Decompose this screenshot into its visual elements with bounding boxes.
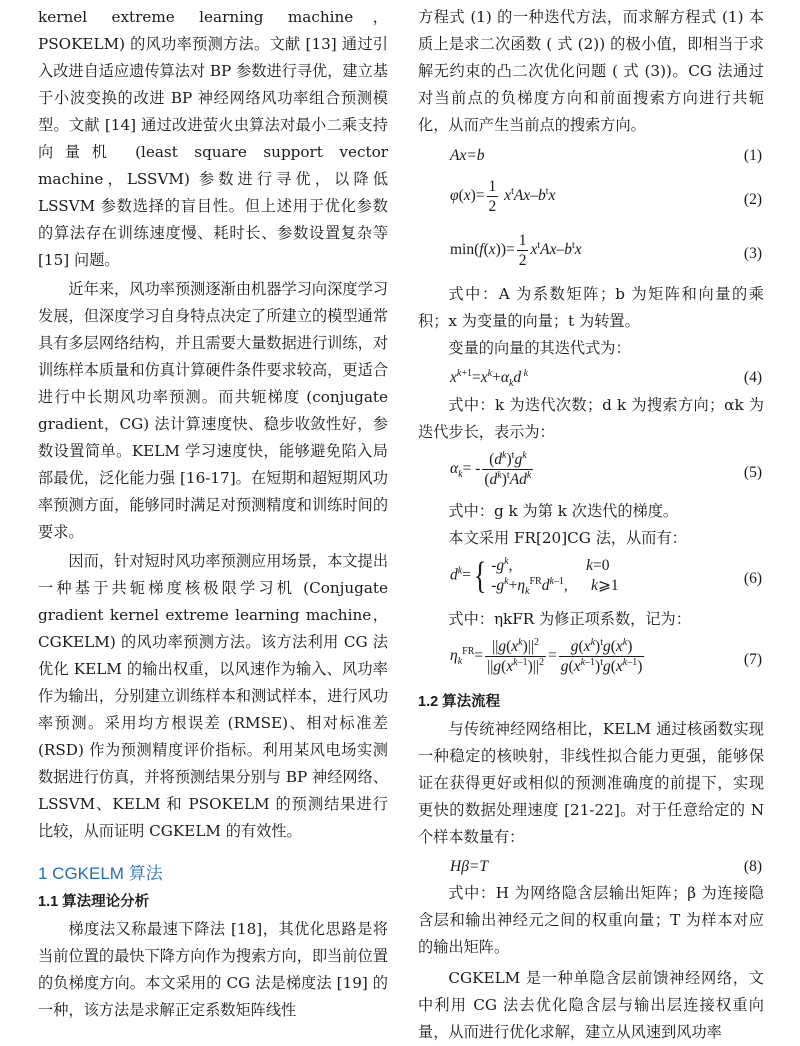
right-paragraph-8: 与传统神经网络相比，KELM 通过核函数实现一种稳定的核映射，非线性拟合能力更强，能够保证在获得更好或相似的预测准确度的前提下，实现更快的数据处理速度 [21-22]。对于任意给定的 N 个样本数量有：: [418, 720, 764, 846]
left-paragraph-1: kernel extreme learning machine，PSOKELM) 的风功率预测方法。文献 [13] 通过引入改进自适应遗传算法对 BP 参数进行寻优，建立基于小波变换的改进 BP 神经网络风功率组合预测模型。文献 [14] 通过改进萤火虫算法对最小二乘支持向量机 (least square support vector machine，LSSVM) 参数进行寻优，以降低 LSSVM 参数选择的盲目性。但上述用于优化参数的算法存在训练速度慢、耗时长、参数设置复杂等 [15] 问题。: [38, 8, 388, 269]
right-paragraph-10: CGKELM 是一种单隐含层前馈神经网络，文中利用 CG 法去优化隐含层与输出层连接权重向量，从而进行优化求解，建立从风速到风功率: [418, 969, 764, 1041]
equation-8-body: Hβ=T: [450, 858, 488, 875]
left-paragraph-4: 梯度法又称最速下降法 [18]，其优化思路是将当前位置的最快下降方向作为搜索方向，即当前位置的负梯度方向。本文采用的 CG 法是梯度法 [19] 的一种，该方法是求解正定系数矩阵线性: [38, 920, 388, 1019]
subsection-heading-theory: 1.1 算法理论分析: [38, 894, 150, 910]
right-paragraph-3: 变量的向量的其迭代式为：: [448, 339, 631, 357]
right-column: [418, 4, 764, 1046]
section-heading-cgkelm: 1 CGKELM 算法: [38, 864, 163, 883]
equation-5-number: (5): [743, 464, 762, 481]
left-paragraph-3: 因而，针对短时风功率预测应用场景，本文提出一种基于共轭梯度核极限学习机 (Conjugate gradient kernel extreme learning machine，CGKELM) 的风功率预测方法。该方法利用 CG 法优化 KELM 的输出权重，以风速作为输入、风功率作为输出，分别建立训练样本和测试样本，进行风功率预测。采用均方根误差 (RMSE)、相对标准差 (RSD) 作为预测精度评价指标。利用某风电场实测数据进行仿真，并将预测结果分别与 BP 神经网络、LSSVM、KELM 和 PSOKELM 的预测结果进行比较，从而证明 CGKELM 的有效性。: [38, 552, 388, 840]
equation-7: $\eta_k^{FR}=$ $\frac{||g(x^k)||^2}{||g(x^{k-1})||^2}$ = $\frac{g(x^k)^tg(x^k)}{g(x^{k-1})^tg(x^{k-1})}$ (7): [450, 636, 762, 675]
right-paragraph-4: 式中：k 为迭代次数；d k 为搜索方向；αk 为迭代步长，表示为：: [418, 396, 764, 441]
left-paragraph-2: 近年来，风功率预测逐渐由机器学习向深度学习发展，但深度学习自身特点决定了所建立的模型通常具有多层网络结构，并且需要大量数据进行训练，对训练样本质量和仿真计算硬件条件要求较高，更适合进行中长期风功率预测。而共轭梯度 (conjugate gradient，CG) 法计算速度快、稳步收敛性好，参数设置简单。KELM 学习速度快，能够避免陷入局部最优，泛化能力强 [16-17]。在短期和超短期风功率预测方面，能够同时满足对预测精度和训练时间的要求。: [38, 280, 388, 541]
equation-2-number: (2): [743, 191, 762, 208]
right-paragraph-5: 式中：g k 为第 k 次迭代的梯度。: [448, 502, 679, 520]
equation-3: min(f(x))= $\frac{1}{2}$ $x^tAx-b^tx$ (3): [450, 232, 762, 269]
left-column: [38, 4, 388, 1024]
equation-1: [418, 145, 764, 175]
equation-8-number: (8): [743, 858, 762, 875]
equation-1-body: Ax=b: [450, 147, 485, 164]
equation-6: $d^k=${ $-g^k$, k=0 $-g^k+\eta_k^{FR}d^{k-1}$, k⩾1 (6): [450, 555, 762, 598]
equation-8: [418, 853, 764, 880]
equation-7-number: (7): [743, 651, 762, 668]
right-paragraph-7: 式中：ηkFR 为修正项系数，记为：: [448, 610, 691, 628]
subsection-heading-flow: 1.2 算法流程: [418, 694, 501, 710]
equation-5: $\alpha_k=$ - $\frac{(d^k)^tg^k}{(d^k)^tAd^k}$ (5): [450, 449, 762, 488]
right-paragraph-2: 式中：A 为系数矩阵；b 为矩阵和向量的乘积；x 为变量的向量；t 为转置。: [418, 285, 764, 330]
equation-3-number: (3): [743, 245, 762, 262]
equation-4: $x^{k+1}=x^k+\alpha_kd$ $^k$ (4): [450, 367, 762, 390]
right-paragraph-1: 方程式 (1) 的一种迭代方法，而求解方程式 (1) 本质上是求二次函数 ( 式 (2)) 的极小值，即相当于求解无约束的凸二次优化问题 ( 式 (3))。CG 法通过对当前点的负梯度方向和前面搜索方向进行共轭化，从而产生当前点的搜索方向。: [418, 8, 764, 134]
equation-4-number: (4): [743, 369, 762, 386]
right-paragraph-6: 本文采用 FR[20]CG 法，从而有：: [448, 529, 687, 547]
equation-1-number: (1): [743, 147, 762, 164]
equation-6-number: (6): [743, 570, 762, 587]
right-paragraph-9: 式中：H 为网络隐含层输出矩阵；β 为连接隐含层和输出神经元之间的权重向量；T 为样本对应的输出矩阵。: [418, 884, 764, 956]
equation-2: φ(x)= $\frac{1}{2}$ $x^tAx-b^tx$ (2): [450, 178, 762, 215]
